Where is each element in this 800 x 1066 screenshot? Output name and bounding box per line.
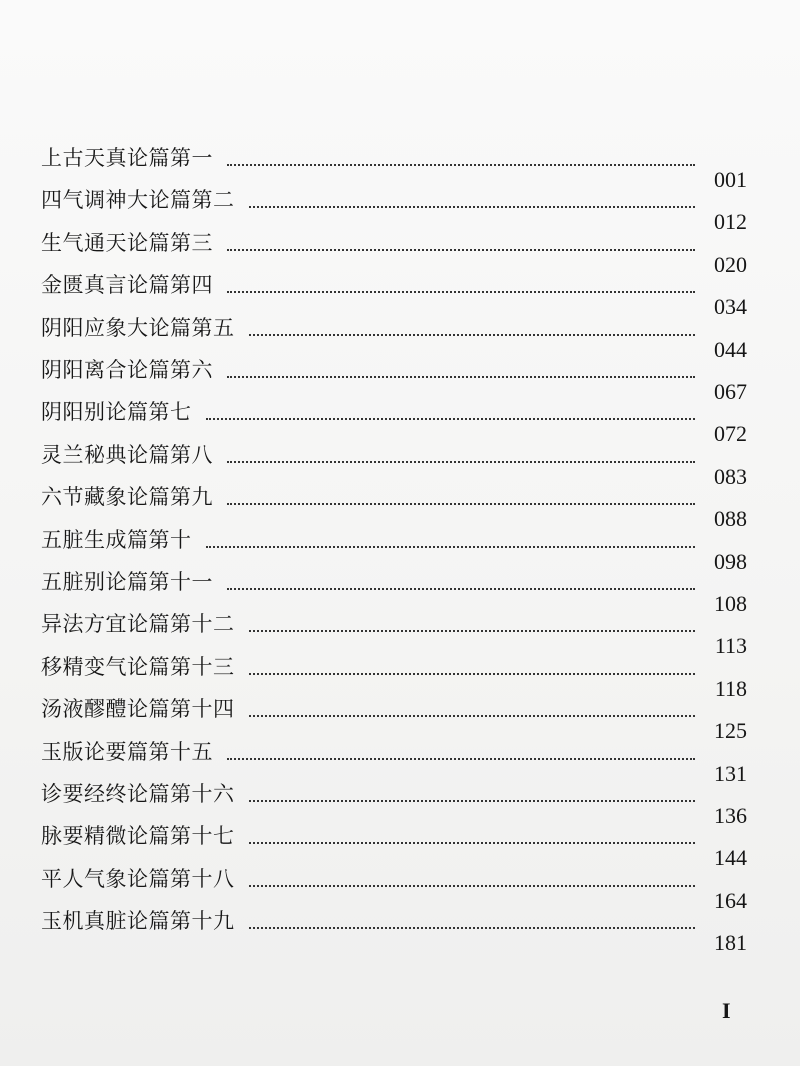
- toc-entry-page-number: 136: [714, 803, 747, 828]
- toc-entry-page-number: 131: [714, 760, 747, 786]
- toc-entry-title: 六节藏象论篇第九: [41, 485, 213, 510]
- page-folio: I: [722, 998, 731, 1023]
- toc-entry-page-number: 001: [714, 167, 747, 192]
- toc-entry-title: 平人气象论篇第十八: [41, 866, 235, 891]
- dot-leader: [227, 758, 695, 760]
- toc-entry: [41, 654, 753, 701]
- toc-entry-title: 异法方宜论篇第十二: [41, 612, 235, 637]
- toc-entry: [41, 570, 753, 616]
- toc-entry: [41, 527, 753, 574]
- toc-entry-page-number: 083: [714, 463, 747, 489]
- toc-entry: [41, 697, 753, 744]
- toc-entry-title: 阴阳别论篇第七: [41, 400, 192, 425]
- toc-entry-page-number: 067: [714, 379, 747, 404]
- toc-entry-page-number: 044: [714, 336, 747, 362]
- toc-entry: [41, 909, 753, 956]
- toc-entry: [41, 739, 753, 786]
- toc-entry-title: 脉要精微论篇第十七: [41, 824, 235, 849]
- toc-entry-title: 五脏别论篇第十一: [41, 570, 213, 594]
- toc-entry-title: 上古天真论篇第一: [41, 146, 213, 170]
- toc-entry: [41, 612, 753, 659]
- toc-entry-page-number: 012: [714, 209, 747, 235]
- toc-entry: [41, 315, 753, 362]
- dot-leader: [249, 673, 695, 675]
- dot-leader: [249, 715, 695, 717]
- toc-entry-page-number: 034: [714, 294, 747, 320]
- toc-entry: [41, 146, 753, 192]
- dot-leader: [206, 418, 695, 420]
- toc-entry-page-number: 164: [714, 887, 747, 913]
- toc-entry-title: 汤液醪醴论篇第十四: [41, 697, 235, 722]
- dot-leader: [227, 164, 695, 166]
- dot-leader: [227, 291, 695, 293]
- toc-entry-page-number: 118: [714, 675, 747, 701]
- toc-entry: [41, 824, 753, 871]
- dot-leader: [249, 885, 695, 887]
- toc-entry-title: 四气调神大论篇第二: [41, 188, 235, 213]
- toc-entry: [41, 866, 753, 913]
- toc-entry-title: 生气通天论篇第三: [41, 230, 213, 255]
- dot-leader: [206, 546, 695, 548]
- toc-entry-page-number: 113: [714, 633, 747, 659]
- dot-leader: [249, 842, 695, 844]
- dot-leader: [227, 503, 695, 505]
- toc-entry: [41, 230, 753, 277]
- toc-entry: [41, 273, 753, 320]
- toc-entry-page-number: 108: [714, 591, 747, 616]
- toc-entry-title: 玉版论要篇第十五: [41, 739, 213, 764]
- toc-entry-title: 移精变气论篇第十三: [41, 654, 235, 679]
- toc-entry: [41, 358, 753, 404]
- toc-entry: [41, 782, 753, 828]
- toc-entry-page-number: 181: [714, 930, 747, 956]
- toc-entry: [41, 400, 753, 447]
- toc-entry-title: 五脏生成篇第十: [41, 527, 192, 552]
- toc-entry-title: 金匮真言论篇第四: [41, 273, 213, 298]
- toc-entry-title: 诊要经终论篇第十六: [41, 782, 235, 806]
- toc-entry-page-number: 144: [714, 845, 747, 871]
- toc-entry-page-number: 020: [714, 251, 747, 277]
- dot-leader: [227, 461, 695, 463]
- toc-entry: [41, 442, 753, 489]
- dot-leader: [227, 376, 695, 378]
- toc-entry-title: 玉机真脏论篇第十九: [41, 909, 235, 934]
- toc-entry-page-number: 088: [714, 506, 747, 532]
- dot-leader: [249, 334, 695, 336]
- toc-entry-page-number: 125: [714, 718, 747, 744]
- dot-leader: [249, 800, 695, 802]
- dot-leader: [227, 588, 695, 590]
- toc-entry: [41, 485, 753, 532]
- toc-entry-title: 灵兰秘典论篇第八: [41, 442, 213, 467]
- dot-leader: [227, 249, 695, 251]
- toc-entry-page-number: 072: [714, 421, 747, 447]
- dot-leader: [249, 927, 695, 929]
- dot-leader: [249, 630, 695, 632]
- toc-entry-page-number: 098: [714, 548, 747, 574]
- dot-leader: [249, 206, 695, 208]
- toc-entry: [41, 188, 753, 235]
- toc-entry-title: 阴阳离合论篇第六: [41, 358, 213, 382]
- toc-entry-title: 阴阳应象大论篇第五: [41, 315, 235, 340]
